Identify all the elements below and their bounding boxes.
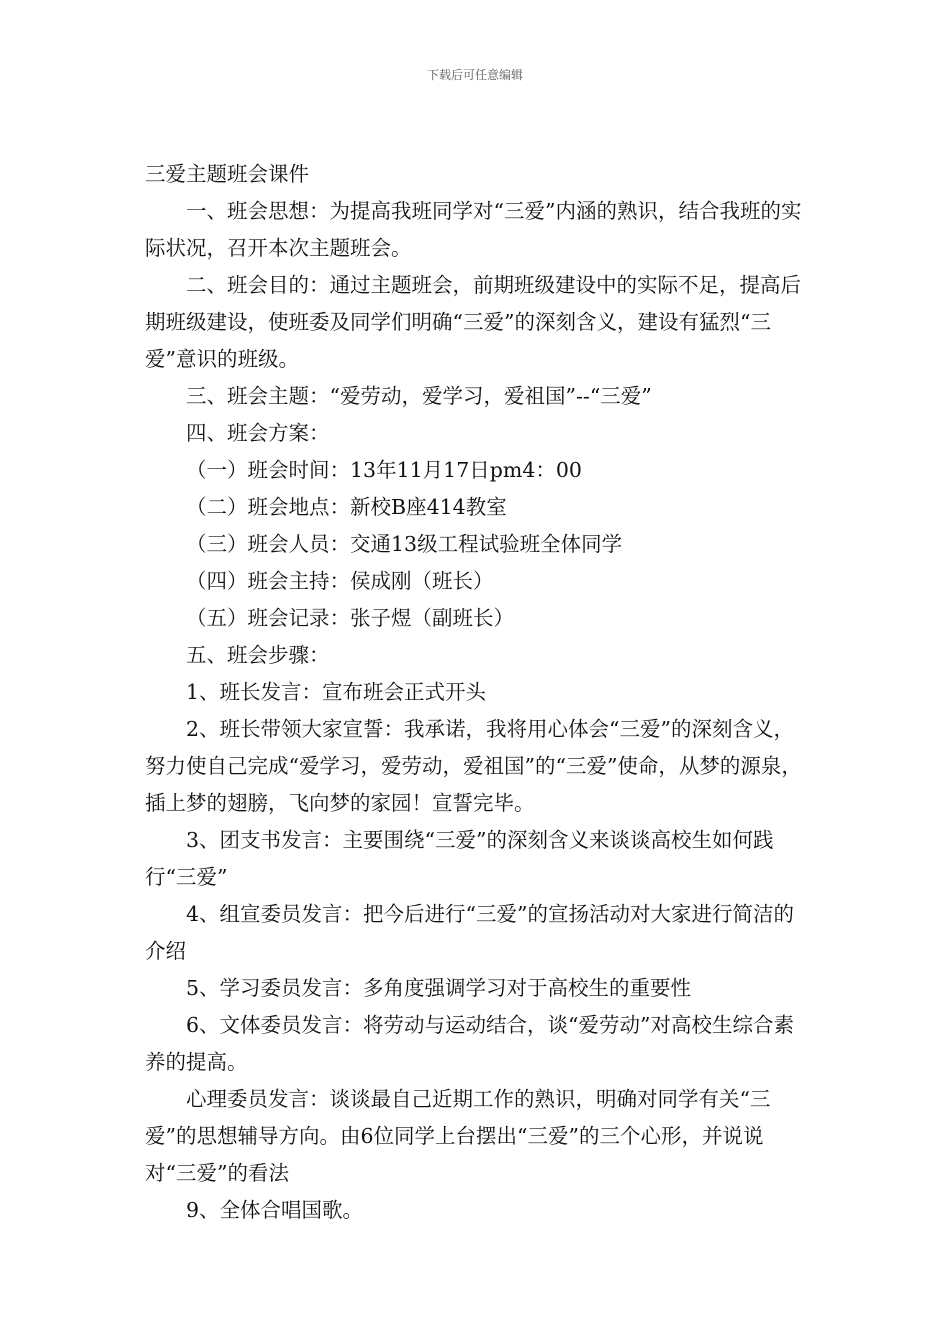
step-1: 1、班长发言：宣布班会正式开头 xyxy=(186,680,487,704)
plan-item-recorder: （五）班会记录：张子煜（副班长） xyxy=(186,606,514,630)
paragraph-class-theme: 三、班会主题：“爱劳动，爱学习，爱祖国”--“三爱” xyxy=(186,384,652,408)
step-4: 4、组宣委员发言：把今后进行“三爱”的宣扬活动对大家进行简洁的介绍 xyxy=(145,902,795,963)
plan-item-participants: （三）班会人员：交通13级工程试验班全体同学 xyxy=(186,532,623,556)
step-5: 5、学习委员发言：多角度强调学习对于高校生的重要性 xyxy=(186,976,692,1000)
paragraph-class-steps: 五、班会步骤： xyxy=(186,643,330,667)
step-2: 2、班长带领大家宣誓：我承诺，我将用心体会“三爱”的深刻含义，努力使自己完成“爱学习，爱劳动，爱祖国”的“三爱”使命，从梦的源泉，插上梦的翅膀，飞向梦的家园！宣誓完毕。 xyxy=(145,717,802,815)
step-6: 6、文体委员发言：将劳动与运动结合，谈“爱劳动”对高校生综合素养的提高。 xyxy=(145,1013,795,1074)
step-9: 9、全体合唱国歌。 xyxy=(186,1198,364,1222)
plan-item-time: （一）班会时间：13年11月17日pm4：00 xyxy=(186,458,582,482)
step-3: 3、团支书发言：主要围绕“三爱”的深刻含义来谈谈高校生如何践行“三爱” xyxy=(145,828,774,889)
plan-item-location: （二）班会地点：新校B座414教室 xyxy=(186,495,507,519)
paragraph-class-idea: 一、班会思想：为提高我班同学对“三爱”内涵的熟识，结合我班的实际状况，召开本次主题班会。 xyxy=(145,199,802,260)
document-title: 三爱主题班会课件 xyxy=(145,162,309,186)
plan-item-host: （四）班会主持：侯成刚（班长） xyxy=(186,569,494,593)
page-header-note: 下载后可任意编辑 xyxy=(426,68,523,82)
step-psychology: 心理委员发言：谈谈最自己近期工作的熟识，明确对同学有关“三爱”的思想辅导方向。由6位同学上台摆出“三爱”的三个心形，并说说对“三爱”的看法 xyxy=(145,1087,771,1185)
document-body xyxy=(145,156,807,1229)
paragraph-class-plan: 四、班会方案： xyxy=(186,421,330,445)
paragraph-class-purpose: 二、班会目的：通过主题班会，前期班级建设中的实际不足，提高后期班级建设，使班委及同学们明确“三爱”的深刻含义，建设有猛烈“三爱”意识的班级。 xyxy=(145,273,801,371)
